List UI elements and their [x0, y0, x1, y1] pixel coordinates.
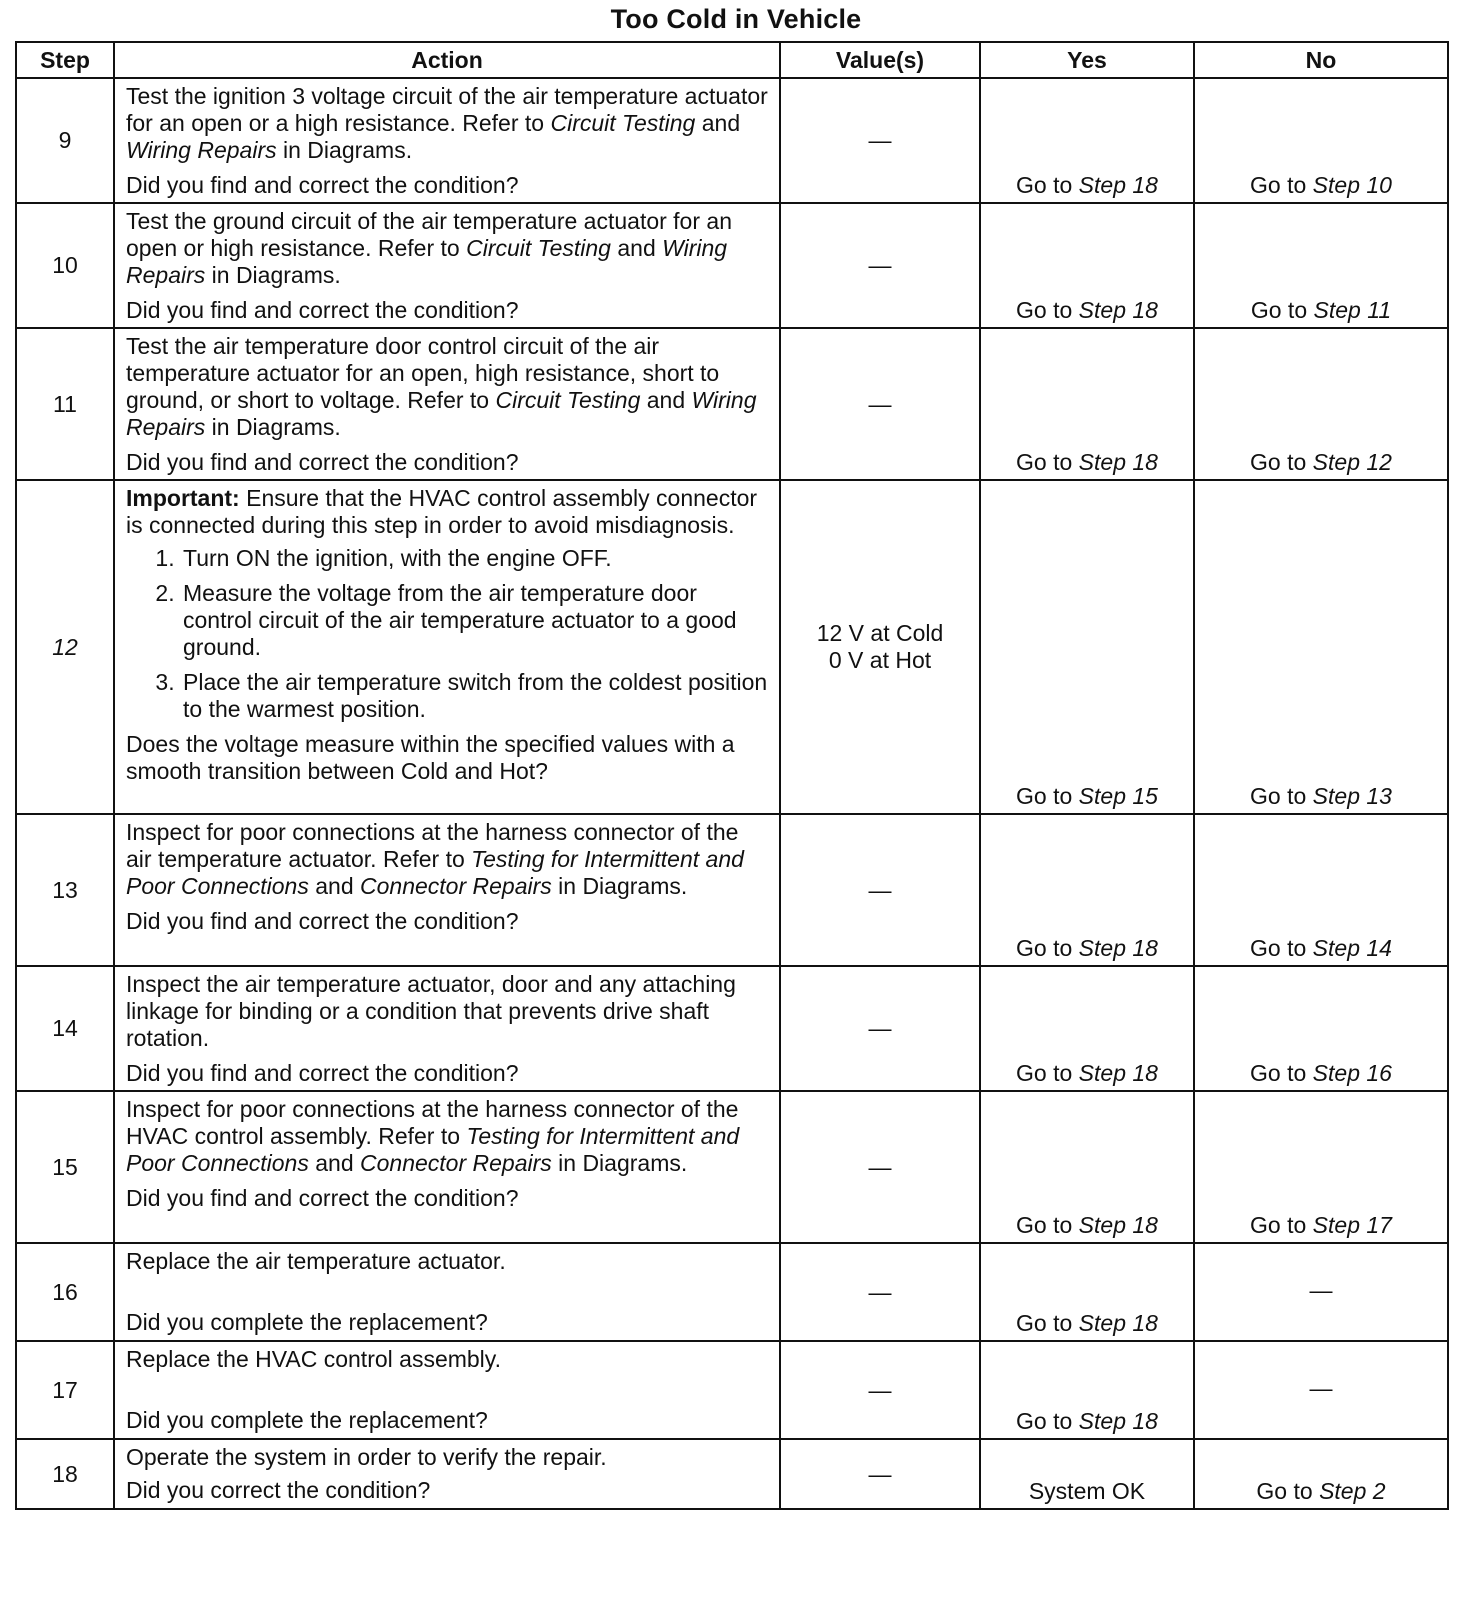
action-text: Inspect for poor connections at the harness connector of the air temperature actuator. Refer to Testing for Intermittent and Poor Connections and Connector Repairs in Diagrams.: [126, 819, 744, 899]
value-cell: —: [780, 328, 980, 480]
list-item: 3. Place the air temperature switch from the coldest position to the warmest position.: [181, 669, 769, 723]
header-step: Step: [16, 42, 114, 78]
no-cell: Go to Step 17: [1194, 1091, 1448, 1243]
action-cell: [114, 78, 780, 203]
value-cell: —: [780, 203, 980, 328]
action-text: Operate the system in order to verify the repair.: [126, 1444, 607, 1470]
table-row: [16, 480, 1448, 814]
value-cell: —: [780, 814, 980, 966]
action-cell: [114, 203, 780, 328]
no-cell: Go to Step 13: [1194, 480, 1448, 814]
yes-cell: System OK: [980, 1439, 1194, 1509]
no-cell: —: [1194, 1243, 1448, 1341]
action-question: Did you find and correct the condition?: [126, 297, 519, 323]
header-values: Value(s): [780, 42, 980, 78]
value-cell: [780, 480, 980, 814]
action-question: Does the voltage measure within the specified values with a smooth transition between Cold and Hot?: [126, 731, 735, 784]
action-cell: [114, 328, 780, 480]
step-number: 17: [16, 1341, 114, 1439]
value-line: 0 V at Hot: [828, 647, 932, 673]
yes-cell: Go to Step 18: [980, 966, 1194, 1091]
list-item: 2. Measure the voltage from the air temperature door control circuit of the air temperature actuator to a good ground.: [181, 580, 769, 661]
value-cell: —: [780, 1341, 980, 1439]
yes-cell: Go to Step 18: [980, 1243, 1194, 1341]
no-cell: Go to Step 2: [1194, 1439, 1448, 1509]
header-action: Action: [114, 42, 780, 78]
no-cell: Go to Step 11: [1194, 203, 1448, 328]
table-row: [16, 966, 1448, 1091]
step-number: 16: [16, 1243, 114, 1341]
value-cell: —: [780, 966, 980, 1091]
action-question: Did you find and correct the condition?: [126, 172, 519, 198]
page-title: Too Cold in Vehicle: [610, 4, 862, 34]
important-note: Important: Ensure that the HVAC control assembly connector is connected during this step in order to avoid misdiagnosis.: [126, 485, 758, 538]
value-cell: —: [780, 1243, 980, 1341]
yes-cell: Go to Step 18: [980, 1341, 1194, 1439]
step-number: 15: [16, 1091, 114, 1243]
list-item: 1. Turn ON the ignition, with the engine OFF.: [181, 545, 769, 572]
step-number: 12: [16, 480, 114, 814]
diagnostic-table: [15, 41, 1449, 1510]
action-question: Did you complete the replacement?: [126, 1309, 488, 1335]
step-number: 18: [16, 1439, 114, 1509]
step-number: 11: [16, 328, 114, 480]
table-row: [16, 1091, 1448, 1243]
action-text: Test the ground circuit of the air temperature actuator for an open or high resistance. Refer to Circuit Testing and Wiring Repairs in Diagrams.: [126, 208, 732, 288]
no-cell: Go to Step 12: [1194, 328, 1448, 480]
table-row: [16, 328, 1448, 480]
action-text: Replace the HVAC control assembly.: [126, 1346, 501, 1372]
header-no: No: [1194, 42, 1448, 78]
action-cell: [114, 1439, 780, 1509]
action-cell: [114, 1091, 780, 1243]
no-cell: Go to Step 14: [1194, 814, 1448, 966]
step-number: 10: [16, 203, 114, 328]
table-row: [16, 814, 1448, 966]
value-cell: —: [780, 78, 980, 203]
action-text: Inspect the air temperature actuator, door and any attaching linkage for binding or a condition that prevents drive shaft rotation.: [126, 971, 736, 1051]
table-header-row: [16, 42, 1448, 78]
action-cell: [114, 1341, 780, 1439]
action-text: Replace the air temperature actuator.: [126, 1248, 506, 1274]
step-number: 14: [16, 966, 114, 1091]
action-text: Test the air temperature door control circuit of the air temperature actuator for an open, high resistance, short to ground, or short to voltage. Refer to Circuit Testing and Wiring Repairs in Diagrams.: [126, 333, 757, 440]
procedure-list: [126, 545, 769, 723]
value-cell: —: [780, 1091, 980, 1243]
action-text: Test the ignition 3 voltage circuit of the air temperature actuator for an open or a high resistance. Refer to Circuit Testing and Wiring Repairs in Diagrams.: [126, 83, 768, 163]
table-row: [16, 1439, 1448, 1509]
table-row: [16, 1341, 1448, 1439]
table-row: [16, 1243, 1448, 1341]
action-cell: [114, 480, 780, 814]
yes-cell: Go to Step 18: [980, 203, 1194, 328]
action-text: Inspect for poor connections at the harness connector of the HVAC control assembly. Refer to Testing for Intermittent and Poor Connections and Connector Repairs in Diagrams.: [126, 1096, 740, 1176]
yes-cell: Go to Step 18: [980, 1091, 1194, 1243]
step-number: 9: [16, 78, 114, 203]
yes-cell: Go to Step 15: [980, 480, 1194, 814]
action-cell: [114, 814, 780, 966]
yes-cell: Go to Step 18: [980, 814, 1194, 966]
action-question: Did you find and correct the condition?: [126, 908, 519, 934]
action-cell: [114, 1243, 780, 1341]
action-question: Did you correct the condition?: [126, 1477, 431, 1503]
value-line: 12 V at Cold: [816, 620, 944, 646]
no-cell: Go to Step 16: [1194, 966, 1448, 1091]
no-cell: —: [1194, 1341, 1448, 1439]
header-yes: Yes: [980, 42, 1194, 78]
value-cell: —: [780, 1439, 980, 1509]
yes-cell: Go to Step 18: [980, 78, 1194, 203]
table-row: [16, 203, 1448, 328]
no-cell: Go to Step 10: [1194, 78, 1448, 203]
step-number: 13: [16, 814, 114, 966]
table-row: [16, 78, 1448, 203]
action-question: Did you complete the replacement?: [126, 1407, 488, 1433]
action-question: Did you find and correct the condition?: [126, 1060, 519, 1086]
action-question: Did you find and correct the condition?: [126, 449, 519, 475]
action-question: Did you find and correct the condition?: [126, 1185, 519, 1211]
yes-cell: Go to Step 18: [980, 328, 1194, 480]
action-cell: [114, 966, 780, 1091]
